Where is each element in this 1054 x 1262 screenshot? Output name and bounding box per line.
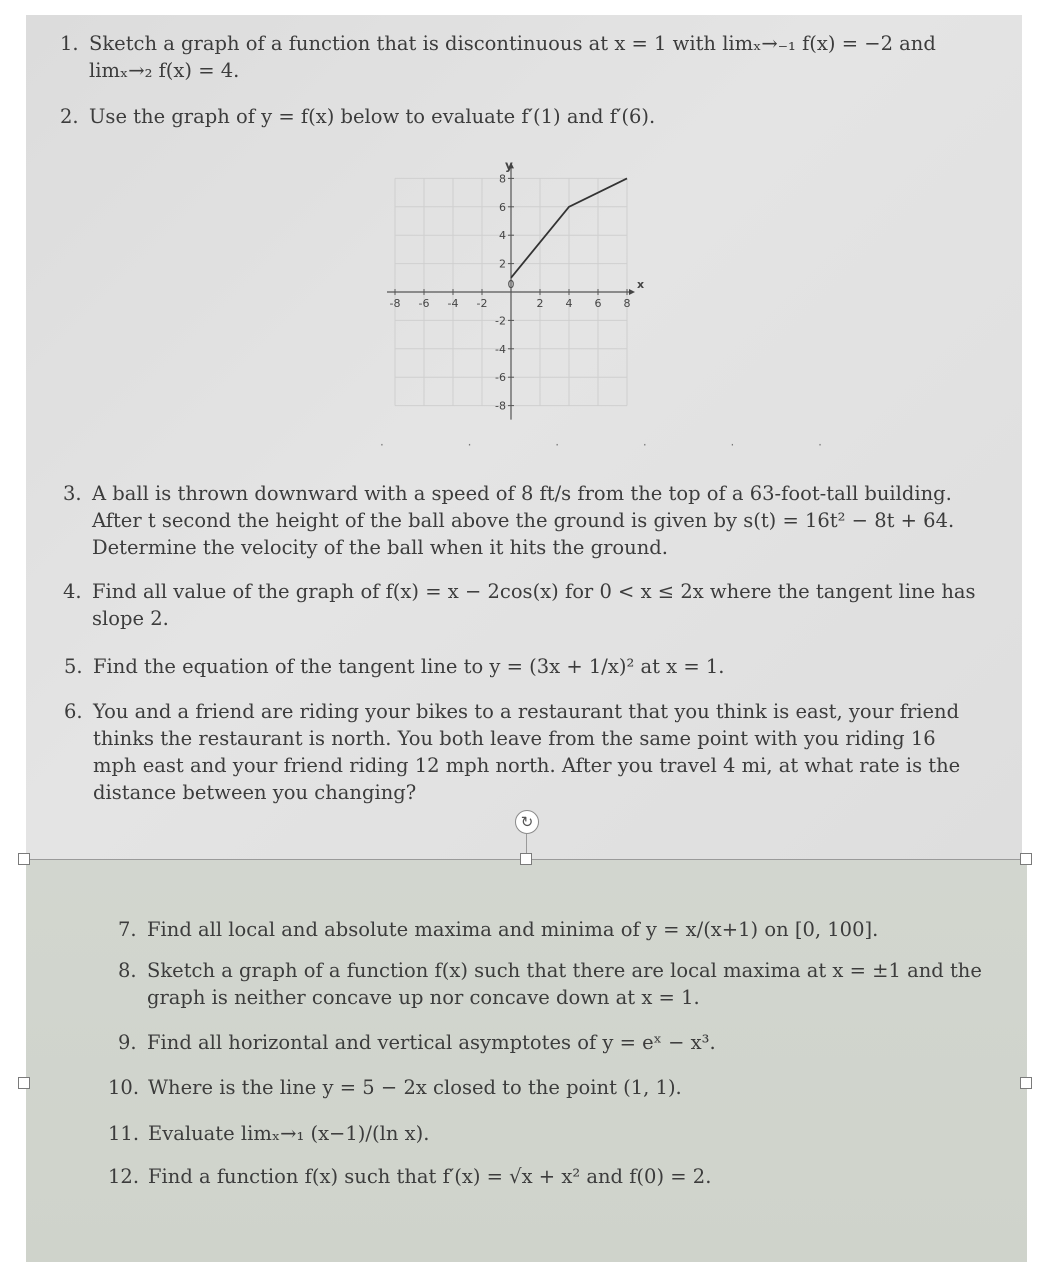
problem-text: limₓ→₂ f(x) = 4.: [89, 59, 240, 82]
problem-2: [60, 103, 655, 130]
problem-10: [108, 1074, 682, 1101]
x-tick-label: -4: [447, 297, 459, 310]
y-tick-label: 6: [499, 200, 506, 214]
problem-number: 10.: [108, 1076, 140, 1099]
problem-6: [64, 698, 960, 806]
problem-number: 2.: [60, 105, 79, 128]
problem-number: 3.: [63, 482, 82, 505]
problem-text: slope 2.: [92, 607, 169, 630]
function-graph: [380, 152, 670, 432]
problem-12: [108, 1163, 711, 1190]
problem-text: Use the graph of y = f(x) below to evaluate f′(1) and f′(6).: [89, 105, 656, 128]
rotate-handle-icon[interactable]: ↻: [515, 810, 539, 834]
problem-8: [118, 957, 982, 1011]
problem-text: thinks the restaurant is north. You both leave from the same point with you riding 16: [93, 727, 936, 750]
problem-number: 8.: [118, 959, 137, 982]
problem-text: Find a function f(x) such that f′(x) = √x + x² and f(0) = 2.: [148, 1165, 712, 1188]
y-tick-label: -6: [495, 371, 506, 385]
resize-handle-top-center[interactable]: [520, 853, 532, 865]
x-tick-label: 8: [623, 297, 631, 310]
problem-number: 5.: [64, 655, 83, 678]
x-tick-label: -8: [389, 297, 401, 310]
problem-number: 7.: [118, 918, 137, 941]
problem-text: distance between you changing?: [93, 781, 417, 804]
problem-text: Where is the line y = 5 − 2x closed to the point (1, 1).: [148, 1076, 682, 1099]
y-tick-label: -4: [495, 342, 506, 356]
problem-text: After t second the height of the ball above the ground is given by s(t) = 16t² − 8t + 64.: [92, 509, 955, 532]
y-axis-label: y: [505, 158, 513, 173]
problem-5: [64, 653, 724, 680]
problem-11: [108, 1120, 429, 1147]
resize-handle-top-left[interactable]: [18, 853, 30, 865]
problem-text: Sketch a graph of a function that is discontinuous at x = 1 with limₓ→₋₁ f(x) = −2 and: [89, 32, 936, 55]
y-tick-label: -2: [495, 314, 506, 328]
y-tick-label: 8: [499, 172, 506, 186]
problem-text: Find the equation of the tangent line to y = (3x + 1/x)² at x = 1.: [93, 655, 725, 678]
problem-text: graph is neither concave up nor concave down at x = 1.: [147, 986, 700, 1009]
problem-3: [63, 480, 954, 561]
problem-text: Sketch a graph of a function f(x) such that there are local maxima at x = ±1 and the: [147, 959, 982, 982]
problem-number: 1.: [60, 32, 79, 55]
resize-handle-left[interactable]: [18, 1077, 30, 1089]
x-tick-label: -2: [476, 297, 488, 310]
x-axis-label: x: [637, 278, 645, 291]
problem-number: 4.: [63, 580, 82, 603]
y-tick-label: -8: [495, 399, 506, 413]
problem-text: mph east and your friend riding 12 mph north. After you travel 4 mi, at what rate is the: [93, 754, 961, 777]
problem-9: [118, 1029, 716, 1056]
problem-text: Find all horizontal and vertical asymptotes of y = eˣ − x³.: [147, 1031, 716, 1054]
scan-dots: · · · · · ·: [380, 438, 862, 452]
x-tick-label: 0: [507, 278, 515, 291]
problem-text: Find all value of the graph of f(x) = x − 2cos(x) for 0 < x ≤ 2x where the tangent line has: [92, 580, 976, 603]
problem-number: 12.: [108, 1165, 140, 1188]
problem-number: 9.: [118, 1031, 137, 1054]
x-tick-label: 6: [594, 297, 602, 310]
problem-number: 11.: [108, 1122, 140, 1145]
resize-handle-top-right[interactable]: [1020, 853, 1032, 865]
problem-text: A ball is thrown downward with a speed of 8 ft/s from the top of a 63-foot-tall building.: [92, 482, 952, 505]
problem-text: Determine the velocity of the ball when it hits the ground.: [92, 536, 668, 559]
problem-7: [118, 916, 878, 943]
y-tick-label: 2: [499, 257, 506, 271]
problem-4: [63, 578, 976, 632]
resize-handle-right[interactable]: [1020, 1077, 1032, 1089]
x-axis-arrow: [629, 289, 635, 295]
problem-1: [60, 30, 936, 84]
y-tick-label: 4: [499, 229, 506, 243]
problem-text: Evaluate limₓ→₁ (x−1)/(ln x).: [148, 1122, 430, 1145]
problem-text: Find all local and absolute maxima and minima of y = x/(x+1) on [0, 100].: [147, 918, 879, 941]
graph-axes: [387, 158, 644, 419]
problem-number: 6.: [64, 700, 83, 723]
x-tick-label: 4: [565, 297, 573, 310]
x-tick-label: 2: [536, 297, 544, 310]
problem-text: You and a friend are riding your bikes to a restaurant that you think is east, your friend: [93, 700, 960, 723]
x-tick-label: -6: [418, 297, 430, 310]
